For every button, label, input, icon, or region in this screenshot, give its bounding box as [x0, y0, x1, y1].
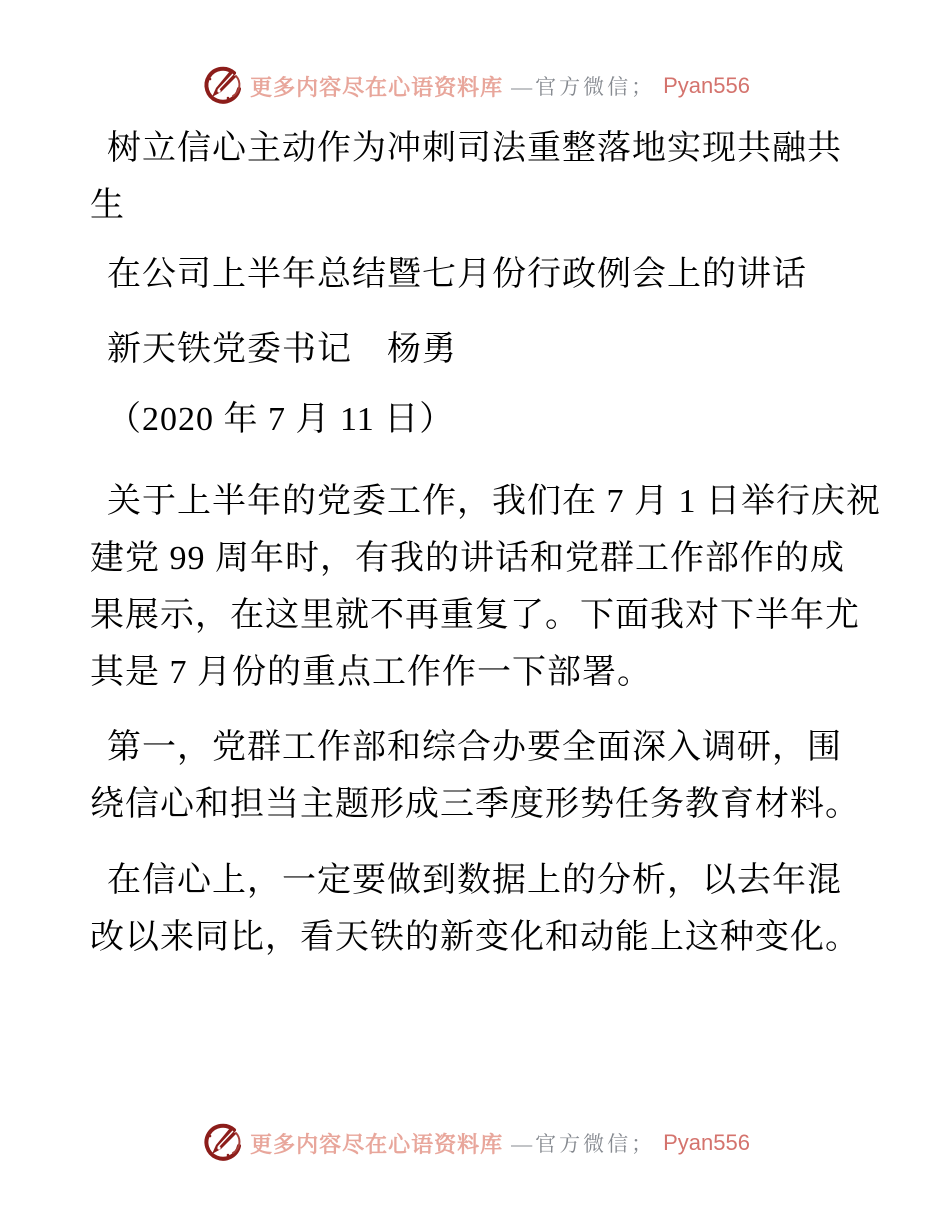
header-watermark [0, 64, 950, 108]
author-line: 新天铁党委书记 杨勇 [107, 331, 457, 368]
watermark-wechat-id: Pyan556 [663, 1130, 750, 1155]
footer-watermark [0, 1121, 950, 1165]
title-line: 树立信心主动作为冲刺司法重整落地实现共融共 [107, 130, 842, 167]
document-content [90, 120, 890, 966]
text-line: 关于上半年的党委工作，我们在 7 月 1 日举行庆祝 [107, 483, 881, 520]
watermark-text: 更多内容尽在心语资料库 [250, 74, 504, 100]
paragraph [90, 719, 890, 833]
pen-circle-logo-icon [200, 1122, 242, 1164]
paragraph [90, 473, 890, 701]
text-line: 其是 7 月份的重点工作作一下部署。 [90, 654, 652, 691]
doc-subtitle [90, 246, 890, 303]
text-line: 建党 99 周年时，有我的讲话和党群工作部作的成 [90, 540, 845, 577]
paragraph [90, 852, 890, 966]
text-line: 第一，党群工作部和综合办要全面深入调研，围 [107, 729, 842, 766]
text-line: 绕信心和担当主题形成三季度形势任务教育材料。 [90, 786, 860, 823]
watermark-wechat-id: Pyan556 [663, 73, 750, 98]
text-line: 果展示，在这里就不再重复了。下面我对下半年尤 [90, 597, 860, 634]
doc-date [90, 391, 890, 448]
watermark-text: 更多内容尽在心语资料库 [250, 1131, 504, 1157]
text-line: 在信心上，一定要做到数据上的分析，以去年混 [107, 862, 842, 899]
watermark-wechat-label: —官方微信； [511, 1132, 656, 1156]
pen-circle-logo-icon [200, 65, 242, 107]
date-line: （2020 年 7 月 11 日） [107, 401, 455, 438]
doc-author [90, 321, 890, 378]
watermark-wechat-label: —官方微信； [511, 75, 656, 99]
title-line: 生 [90, 187, 125, 224]
text-line: 改以来同比，看天铁的新变化和动能上这种变化。 [90, 919, 860, 956]
subtitle-line: 在公司上半年总结暨七月份行政例会上的讲话 [107, 256, 807, 293]
doc-title [90, 120, 890, 234]
